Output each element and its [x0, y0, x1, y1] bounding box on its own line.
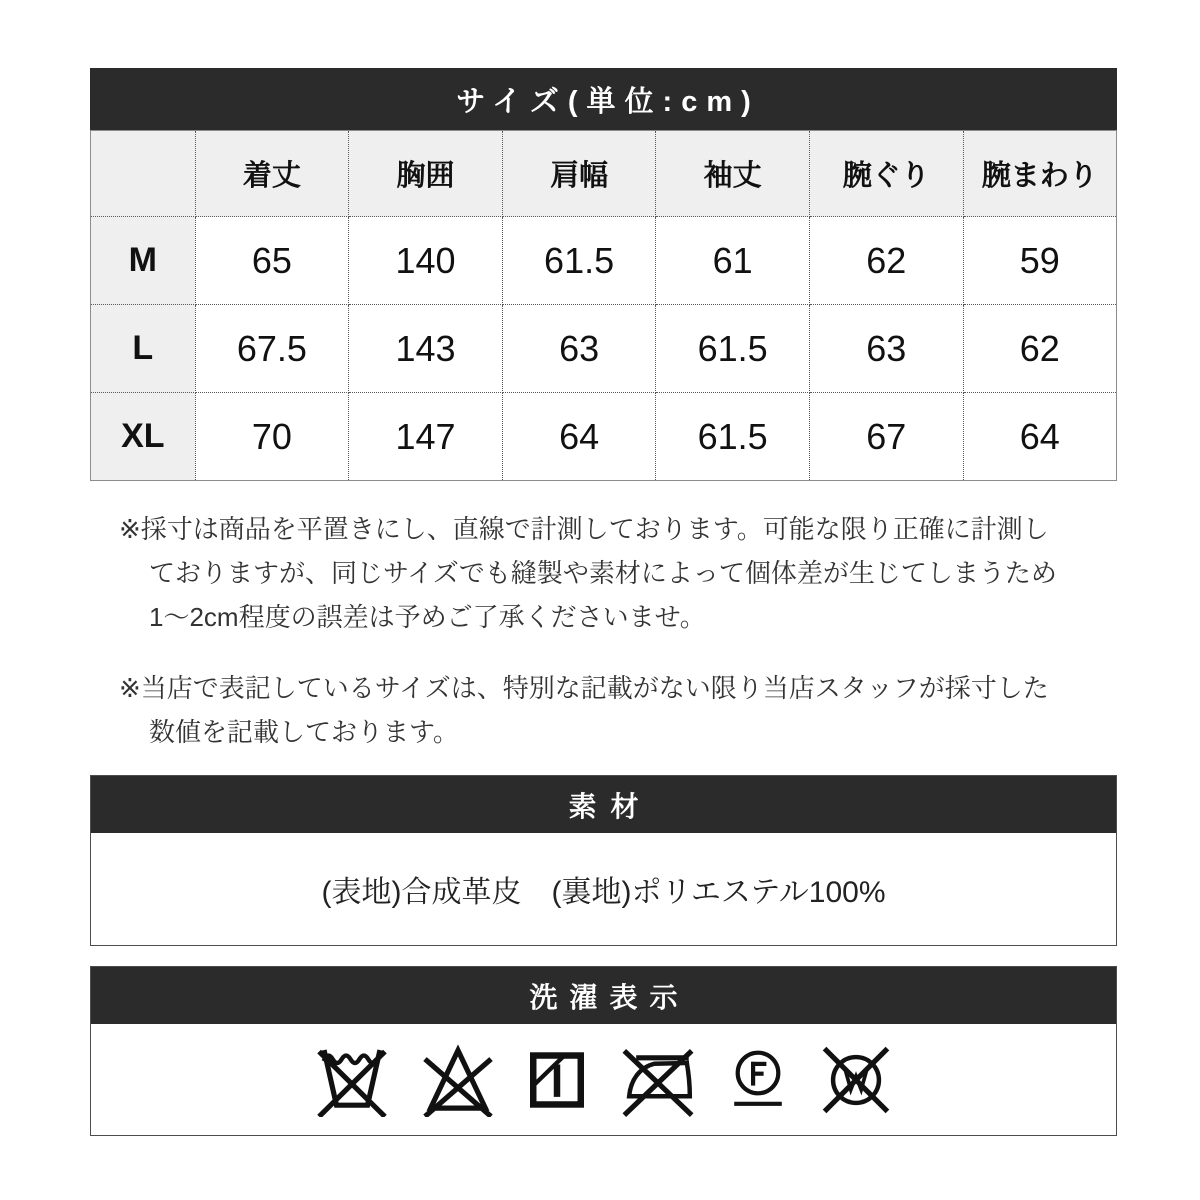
- cell: 140: [349, 217, 503, 305]
- cell: 64: [963, 393, 1116, 481]
- material-title-bar: [91, 776, 1116, 833]
- do-not-wash-icon: [309, 1043, 395, 1117]
- laundry-symbols: [91, 1024, 1116, 1135]
- cell: 62: [963, 305, 1116, 393]
- page: [90, 0, 1117, 1136]
- cell: 61: [656, 217, 810, 305]
- column-header-armhole: 腕ぐり: [809, 131, 963, 217]
- cell: 61.5: [656, 305, 810, 393]
- size-table-header-row: [91, 131, 1117, 217]
- cell: 59: [963, 217, 1116, 305]
- size-label: M: [91, 217, 196, 305]
- do-not-bleach-icon: [415, 1043, 501, 1117]
- size-chart-title: サイズ(単位:cm): [456, 85, 760, 118]
- laundry-title: 洗濯表示: [529, 981, 690, 1013]
- hang-dry-in-shade-icon: [521, 1043, 593, 1117]
- cell: 61.5: [502, 217, 656, 305]
- laundry-title-bar: [91, 967, 1116, 1024]
- size-label: L: [91, 305, 196, 393]
- size-chart-title-bar: [90, 68, 1117, 130]
- measurement-note: [119, 507, 1117, 639]
- material-text: (表地)合成革皮 (裏地)ポリエステル100%: [91, 833, 1116, 945]
- table-row-xl: [91, 393, 1117, 481]
- column-header-shoulder: 肩幅: [502, 131, 656, 217]
- material-title: 素材: [568, 790, 653, 822]
- column-header-arm: 腕まわり: [963, 131, 1116, 217]
- material-section: [90, 775, 1117, 946]
- cell: 62: [809, 217, 963, 305]
- cell: 67: [809, 393, 963, 481]
- note-line: 数値を記載しております。: [149, 717, 459, 747]
- cell: 63: [502, 305, 656, 393]
- size-table: [90, 130, 1117, 481]
- cell: 64: [502, 393, 656, 481]
- note-line: ※採寸は商品を平置きにし、直線で計測しております。可能な限り正確に計測し: [119, 514, 1049, 544]
- column-header-chest: 胸囲: [349, 131, 503, 217]
- note-line: 1〜2cm程度の誤差は予めご了承くださいませ。: [149, 602, 706, 632]
- table-row-m: [91, 217, 1117, 305]
- cell: 67.5: [195, 305, 349, 393]
- cell: 143: [349, 305, 503, 393]
- note-line: ※当店で表記しているサイズは、特別な記載がない限り当店スタッフが採寸した: [119, 673, 1049, 703]
- column-header-sleeve: 袖丈: [656, 131, 810, 217]
- table-row-l: [91, 305, 1117, 393]
- note-line: ておりますが、同じサイズでも縫製や素材によって個体差が生じてしまうため: [149, 558, 1057, 588]
- cell: 61.5: [656, 393, 810, 481]
- size-label: XL: [91, 393, 196, 481]
- cell: 65: [195, 217, 349, 305]
- do-not-wet-clean-icon: [813, 1043, 899, 1117]
- cell: 63: [809, 305, 963, 393]
- do-not-iron-icon: [613, 1043, 703, 1117]
- size-policy-note: [119, 666, 1117, 754]
- cell: 147: [349, 393, 503, 481]
- size-table-corner-cell: [91, 131, 196, 217]
- column-header-length: 着丈: [195, 131, 349, 217]
- cell: 70: [195, 393, 349, 481]
- laundry-section: [90, 966, 1117, 1136]
- size-chart-section: [90, 68, 1117, 481]
- dry-clean-petroleum-gentle-icon: [723, 1043, 793, 1117]
